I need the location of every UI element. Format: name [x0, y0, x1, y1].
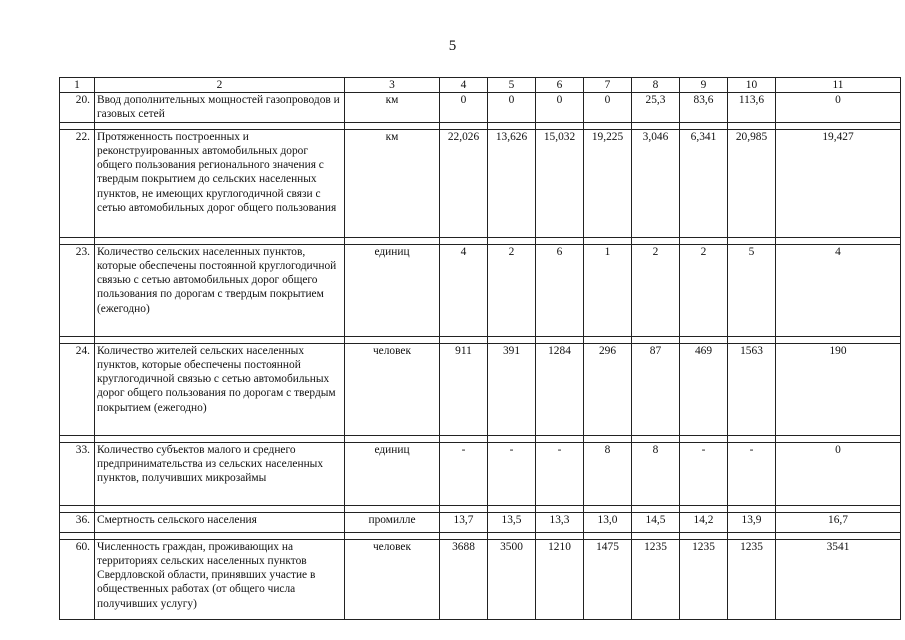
indicator-name: Протяженность построенных и реконструированных автомобильных дорог общего пользования регионального значения с твердым покрытием до сельских населенных пунктов, не имеющих круглогодичной связи с сетью автомобильных дорог общего пользования [95, 129, 345, 237]
separator-cell [584, 336, 632, 343]
unit-cell: км [345, 93, 440, 123]
value-cell: 0 [776, 442, 901, 505]
value-cell: 1284 [536, 343, 584, 435]
value-cell: 13,0 [584, 512, 632, 532]
separator-cell [345, 237, 440, 244]
value-cell: 3,046 [632, 129, 680, 237]
value-cell: 15,032 [536, 129, 584, 237]
separator-cell [776, 532, 901, 539]
separator-cell [536, 122, 584, 129]
indicator-name: Ввод дополнительных мощностей газопроводов и газовых сетей [95, 93, 345, 123]
value-cell: 13,7 [440, 512, 488, 532]
row-separator [60, 336, 901, 343]
value-cell: - [488, 442, 536, 505]
unit-cell: км [345, 129, 440, 237]
value-cell: 3500 [488, 539, 536, 619]
row-separator [60, 532, 901, 539]
value-cell: 14,5 [632, 512, 680, 532]
separator-cell [95, 532, 345, 539]
separator-cell [488, 435, 536, 442]
value-cell: 5 [728, 244, 776, 336]
unit-cell: единиц [345, 442, 440, 505]
value-cell: 0 [536, 93, 584, 123]
row-separator [60, 122, 901, 129]
value-cell: 2 [680, 244, 728, 336]
separator-cell [60, 237, 95, 244]
separator-cell [632, 435, 680, 442]
value-cell: 8 [632, 442, 680, 505]
separator-cell [584, 532, 632, 539]
unit-cell: единиц [345, 244, 440, 336]
separator-cell [632, 532, 680, 539]
value-cell: 19,427 [776, 129, 901, 237]
row-number: 20. [60, 93, 95, 123]
separator-cell [728, 532, 776, 539]
header-cell: 1 [60, 78, 95, 93]
table-row [60, 93, 901, 123]
value-cell: - [440, 442, 488, 505]
row-separator [60, 435, 901, 442]
separator-cell [488, 237, 536, 244]
separator-cell [584, 237, 632, 244]
row-number: 33. [60, 442, 95, 505]
value-cell: 1475 [584, 539, 632, 619]
separator-cell [60, 435, 95, 442]
row-number: 23. [60, 244, 95, 336]
header-cell: 11 [776, 78, 901, 93]
value-cell: 19,225 [584, 129, 632, 237]
separator-cell [95, 122, 345, 129]
separator-cell [728, 336, 776, 343]
value-cell: 911 [440, 343, 488, 435]
separator-cell [440, 532, 488, 539]
separator-cell [95, 435, 345, 442]
value-cell: 25,3 [632, 93, 680, 123]
separator-cell [680, 336, 728, 343]
header-cell: 7 [584, 78, 632, 93]
separator-cell [60, 532, 95, 539]
value-cell: 1235 [728, 539, 776, 619]
indicator-name: Количество жителей сельских населенных пунктов, которые обеспечены постоянной круглогодичной связью с сетью автомобильных дорог общего пользования по дорогам с твердым покрытием (ежегодно) [95, 343, 345, 435]
separator-cell [95, 336, 345, 343]
header-cell: 5 [488, 78, 536, 93]
row-separator [60, 505, 901, 512]
unit-cell: человек [345, 343, 440, 435]
value-cell: 190 [776, 343, 901, 435]
value-cell: 1563 [728, 343, 776, 435]
separator-cell [345, 336, 440, 343]
separator-cell [536, 532, 584, 539]
separator-cell [680, 122, 728, 129]
separator-cell [95, 237, 345, 244]
header-cell: 3 [345, 78, 440, 93]
value-cell: 4 [440, 244, 488, 336]
separator-cell [345, 505, 440, 512]
page-number: 5 [448, 38, 457, 54]
value-cell: 469 [680, 343, 728, 435]
value-cell: 13,3 [536, 512, 584, 532]
separator-cell [776, 336, 901, 343]
separator-cell [680, 505, 728, 512]
separator-cell [776, 237, 901, 244]
separator-cell [440, 336, 488, 343]
value-cell: 1235 [680, 539, 728, 619]
value-cell: 1210 [536, 539, 584, 619]
value-cell: 0 [776, 93, 901, 123]
separator-cell [632, 505, 680, 512]
row-number: 22. [60, 129, 95, 237]
separator-cell [680, 435, 728, 442]
value-cell: 6 [536, 244, 584, 336]
separator-cell [488, 532, 536, 539]
value-cell: - [680, 442, 728, 505]
separator-cell [632, 237, 680, 244]
row-number: 36. [60, 512, 95, 532]
separator-cell [60, 336, 95, 343]
header-row [60, 78, 901, 93]
value-cell: 1235 [632, 539, 680, 619]
indicator-name: Смертность сельского населения [95, 512, 345, 532]
separator-cell [488, 122, 536, 129]
unit-cell: человек [345, 539, 440, 619]
separator-cell [440, 435, 488, 442]
value-cell: 87 [632, 343, 680, 435]
row-number: 24. [60, 343, 95, 435]
indicator-name: Численность граждан, проживающих на территориях сельских населенных пунктов Свердловской области, принявших участие в общественных работах (от общего числа получивших услугу) [95, 539, 345, 619]
value-cell: 0 [440, 93, 488, 123]
separator-cell [488, 505, 536, 512]
value-cell: 83,6 [680, 93, 728, 123]
value-cell: 296 [584, 343, 632, 435]
value-cell: 113,6 [728, 93, 776, 123]
value-cell: 22,026 [440, 129, 488, 237]
separator-cell [680, 237, 728, 244]
separator-cell [632, 122, 680, 129]
value-cell: 0 [488, 93, 536, 123]
separator-cell [776, 122, 901, 129]
unit-cell: промилле [345, 512, 440, 532]
separator-cell [632, 336, 680, 343]
value-cell: 0 [584, 93, 632, 123]
value-cell: 391 [488, 343, 536, 435]
separator-cell [440, 237, 488, 244]
value-cell: 14,2 [680, 512, 728, 532]
header-cell: 9 [680, 78, 728, 93]
indicator-name: Количество субъектов малого и среднего предпринимательства из сельских населенных пунктов, получивших микрозаймы [95, 442, 345, 505]
separator-cell [345, 532, 440, 539]
header-cell: 4 [440, 78, 488, 93]
value-cell: 13,9 [728, 512, 776, 532]
separator-cell [584, 505, 632, 512]
separator-cell [440, 122, 488, 129]
header-cell: 6 [536, 78, 584, 93]
separator-cell [680, 532, 728, 539]
separator-cell [345, 122, 440, 129]
value-cell: 1 [584, 244, 632, 336]
value-cell: 13,5 [488, 512, 536, 532]
separator-cell [440, 505, 488, 512]
separator-cell [584, 435, 632, 442]
separator-cell [95, 505, 345, 512]
value-cell: 2 [632, 244, 680, 336]
value-cell: 8 [584, 442, 632, 505]
separator-cell [728, 435, 776, 442]
separator-cell [728, 122, 776, 129]
row-separator [60, 237, 901, 244]
value-cell: 3688 [440, 539, 488, 619]
value-cell: - [536, 442, 584, 505]
value-cell: 4 [776, 244, 901, 336]
separator-cell [728, 237, 776, 244]
separator-cell [60, 122, 95, 129]
separator-cell [584, 122, 632, 129]
row-number: 60. [60, 539, 95, 619]
table-row [60, 244, 901, 336]
separator-cell [776, 435, 901, 442]
indicator-name: Количество сельских населенных пунктов, которые обеспечены постоянной круглогодичной связью с сетью автомобильных дорог общего пользования по дорогам с твердым покрытием (ежегодно) [95, 244, 345, 336]
value-cell: 20,985 [728, 129, 776, 237]
value-cell: 3541 [776, 539, 901, 619]
separator-cell [776, 505, 901, 512]
value-cell: 16,7 [776, 512, 901, 532]
indicators-table [59, 77, 901, 620]
separator-cell [536, 336, 584, 343]
table-row [60, 343, 901, 435]
header-cell: 10 [728, 78, 776, 93]
separator-cell [536, 435, 584, 442]
value-cell: - [728, 442, 776, 505]
separator-cell [60, 505, 95, 512]
separator-cell [345, 435, 440, 442]
separator-cell [536, 505, 584, 512]
table-row [60, 512, 901, 532]
separator-cell [728, 505, 776, 512]
separator-cell [488, 336, 536, 343]
value-cell: 2 [488, 244, 536, 336]
table-row [60, 129, 901, 237]
table-row [60, 442, 901, 505]
header-cell: 2 [95, 78, 345, 93]
value-cell: 6,341 [680, 129, 728, 237]
table-row [60, 539, 901, 619]
header-cell: 8 [632, 78, 680, 93]
value-cell: 13,626 [488, 129, 536, 237]
separator-cell [536, 237, 584, 244]
